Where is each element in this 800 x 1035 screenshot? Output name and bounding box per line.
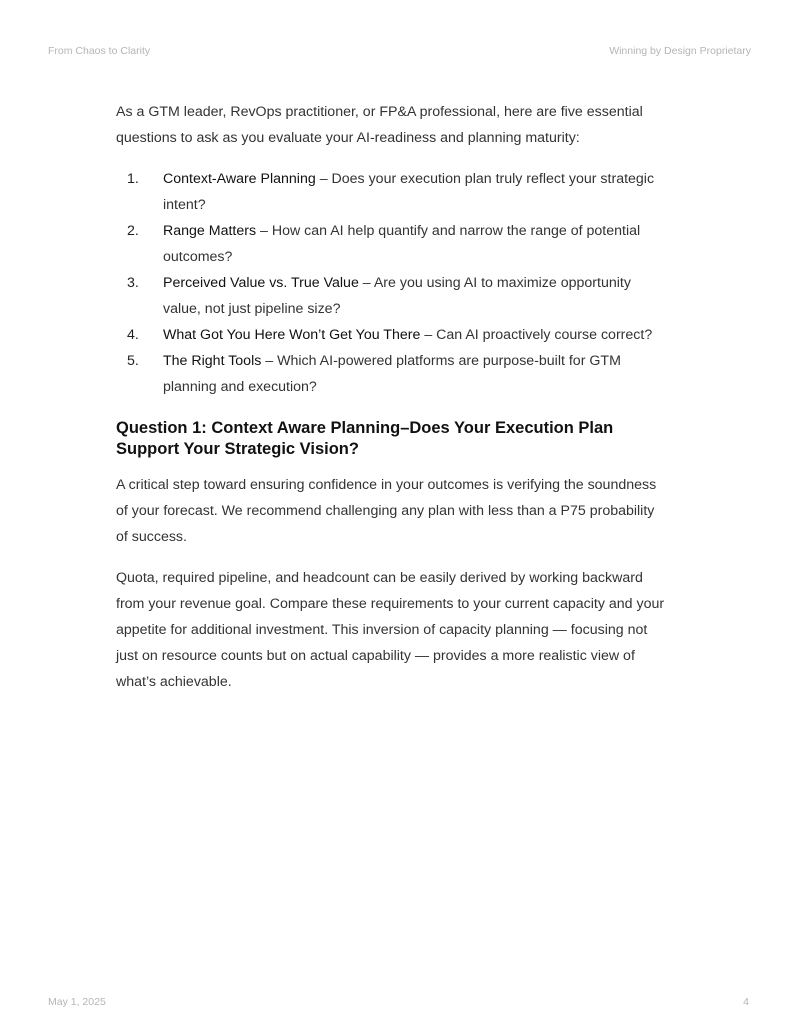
list-item-title: Perceived Value vs. True Value — [163, 275, 359, 291]
list-item-title: The Right Tools — [163, 353, 262, 369]
list-item-text: – Does your execution plan truly reflect your strategic intent? — [163, 171, 655, 213]
list-item-title: What Got You Here Won’t Get You There — [163, 327, 421, 343]
list-item — [116, 218, 668, 270]
section-paragraph: Quota, required pipeline, and headcount can be easily derived by working backward from your revenue goal. Compare these requirements to your current capacity and your appetite for additional investment. This inversion of capacity planning — focusing not just on resource counts but on actual capability — provides a more realistic view of what’s achievable. — [116, 570, 665, 690]
list-item-text: – How can AI help quantify and narrow the range of potential outcomes? — [163, 223, 641, 265]
section-paragraph: A critical step toward ensuring confidence in your outcomes is verifying the soundness of your forecast. We recommend challenging any plan with less than a P75 probability of success. — [116, 477, 657, 545]
list-item-text: – Are you using AI to maximize opportunity value, not just pipeline size? — [163, 275, 631, 317]
list-item-number: 1. — [127, 171, 139, 187]
footer-date: May 1, 2025 — [48, 996, 106, 1008]
list-item-number: 4. — [127, 327, 139, 343]
list-item-title: Range Matters — [163, 223, 257, 239]
list-item — [116, 348, 668, 400]
list-item — [116, 166, 668, 218]
page-content — [116, 99, 668, 709]
list-item — [116, 322, 668, 348]
list-item-number: 3. — [127, 275, 139, 291]
list-item — [116, 270, 668, 322]
questions-list — [116, 166, 668, 400]
list-item-text: – Which AI-powered platforms are purpose-built for GTM planning and execution? — [163, 353, 621, 395]
page-number: 4 — [743, 996, 749, 1008]
list-item-title: Context-Aware Planning — [163, 171, 316, 187]
section-heading: Question 1: Context Aware Planning–Does Your Execution Plan Support Your Strategic Vision? — [116, 419, 614, 458]
intro-paragraph: As a GTM leader, RevOps practitioner, or FP&A professional, here are five essential questions to ask as you evaluate your AI-readiness and planning maturity: — [116, 104, 643, 146]
header-proprietary-notice: Winning by Design Proprietary — [609, 45, 751, 57]
header-document-title: From Chaos to Clarity — [48, 45, 151, 57]
list-item-number: 2. — [127, 223, 139, 239]
list-item-number: 5. — [127, 353, 139, 369]
list-item-text: – Can AI proactively course correct? — [420, 327, 653, 343]
